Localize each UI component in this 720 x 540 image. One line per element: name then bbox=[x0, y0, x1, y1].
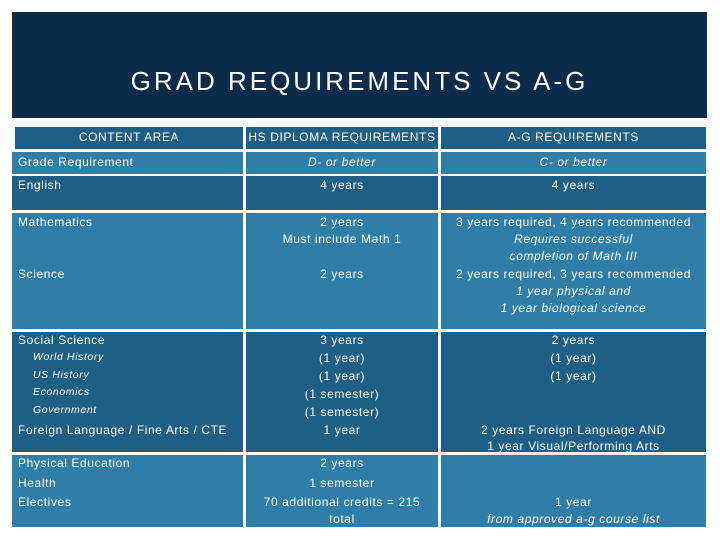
hs-math-science bbox=[246, 213, 438, 329]
row-label-social: Social Science bbox=[18, 333, 106, 347]
ag-social-1: (1 year) bbox=[550, 351, 597, 365]
hs-social-2: (1 year) bbox=[318, 369, 366, 383]
row-label-science: Science bbox=[18, 267, 65, 281]
row-label-cell-math-science bbox=[12, 213, 243, 329]
sub-government: Government bbox=[33, 404, 97, 416]
table-row bbox=[12, 152, 707, 174]
ag-foreign-1: 2 years Foreign Language AND bbox=[481, 423, 666, 437]
hs-health: 1 semester bbox=[309, 476, 375, 490]
sub-us-history: US History bbox=[33, 369, 90, 381]
table-row bbox=[12, 455, 707, 527]
hs-science: 2 years bbox=[320, 267, 364, 281]
hs-social-1: (1 year) bbox=[318, 351, 366, 365]
row-label-electives: Electives bbox=[18, 495, 72, 509]
ag-pe-electives bbox=[441, 455, 706, 527]
ag-science-1: 2 years required, 3 years recommended bbox=[456, 267, 691, 281]
hs-social-3: (1 semester) bbox=[304, 387, 380, 401]
table-row bbox=[12, 213, 707, 329]
table-header-row bbox=[12, 127, 707, 149]
ag-social-foreign bbox=[441, 332, 706, 452]
sub-world-history: World History bbox=[33, 351, 104, 363]
page-title: GRAD REQUIREMENTS VS A-G bbox=[130, 66, 589, 96]
sub-economics: Economics bbox=[33, 386, 90, 398]
hs-english: 4 years bbox=[246, 176, 438, 210]
ag-electives-2: from approved a-g course list bbox=[487, 512, 660, 526]
hs-math-years: 2 years bbox=[320, 215, 364, 229]
hs-electives-1: 70 additional credits = 215 bbox=[263, 495, 421, 509]
ag-social-2: (1 year) bbox=[550, 369, 597, 383]
hs-grade: D- or better bbox=[246, 152, 438, 174]
hs-social-0: 3 years bbox=[320, 333, 364, 347]
ag-grade: C- or better bbox=[441, 152, 706, 174]
ag-science-3: 1 year biological science bbox=[500, 301, 647, 315]
row-label-math: Mathematics bbox=[18, 215, 93, 229]
hs-social-foreign bbox=[246, 332, 438, 452]
header-hs-diploma: HS DIPLOMA REQUIREMENTS bbox=[246, 127, 438, 149]
table-row bbox=[12, 332, 707, 452]
hs-foreign: 1 year bbox=[323, 423, 361, 437]
row-label-health: Health bbox=[18, 476, 57, 490]
hs-math-note: Must include Math 1 bbox=[282, 232, 402, 246]
ag-math-science bbox=[441, 213, 706, 329]
ag-electives-1: 1 year bbox=[555, 495, 592, 509]
row-label-cell-pe bbox=[12, 455, 243, 527]
row-label-cell-social bbox=[12, 332, 243, 452]
row-label-grade: Grade Requirement bbox=[12, 152, 243, 174]
ag-math-2: Requires successful bbox=[514, 232, 633, 246]
row-label-pe: Physical Education bbox=[18, 456, 131, 470]
table-row bbox=[12, 176, 707, 210]
ag-social-0: 2 years bbox=[551, 333, 596, 347]
header-ag: A-G REQUIREMENTS bbox=[441, 127, 706, 149]
title-banner bbox=[12, 12, 707, 118]
ag-science-2: 1 year physical and bbox=[516, 284, 631, 298]
row-label-english: English bbox=[12, 176, 243, 210]
row-label-foreign: Foreign Language / Fine Arts / CTE bbox=[18, 423, 228, 437]
ag-math-1: 3 years required, 4 years recommended bbox=[456, 215, 691, 229]
hs-electives-2: total bbox=[329, 512, 355, 526]
hs-pe-electives bbox=[246, 455, 438, 527]
ag-math-3: completion of Math III bbox=[509, 249, 638, 263]
hs-pe: 2 years bbox=[320, 456, 364, 470]
hs-social-4: (1 semester) bbox=[304, 405, 380, 419]
header-content-area: CONTENT AREA bbox=[15, 127, 243, 149]
ag-english: 4 years bbox=[441, 176, 706, 210]
ag-foreign-2: 1 year Visual/Performing Arts bbox=[487, 439, 660, 453]
